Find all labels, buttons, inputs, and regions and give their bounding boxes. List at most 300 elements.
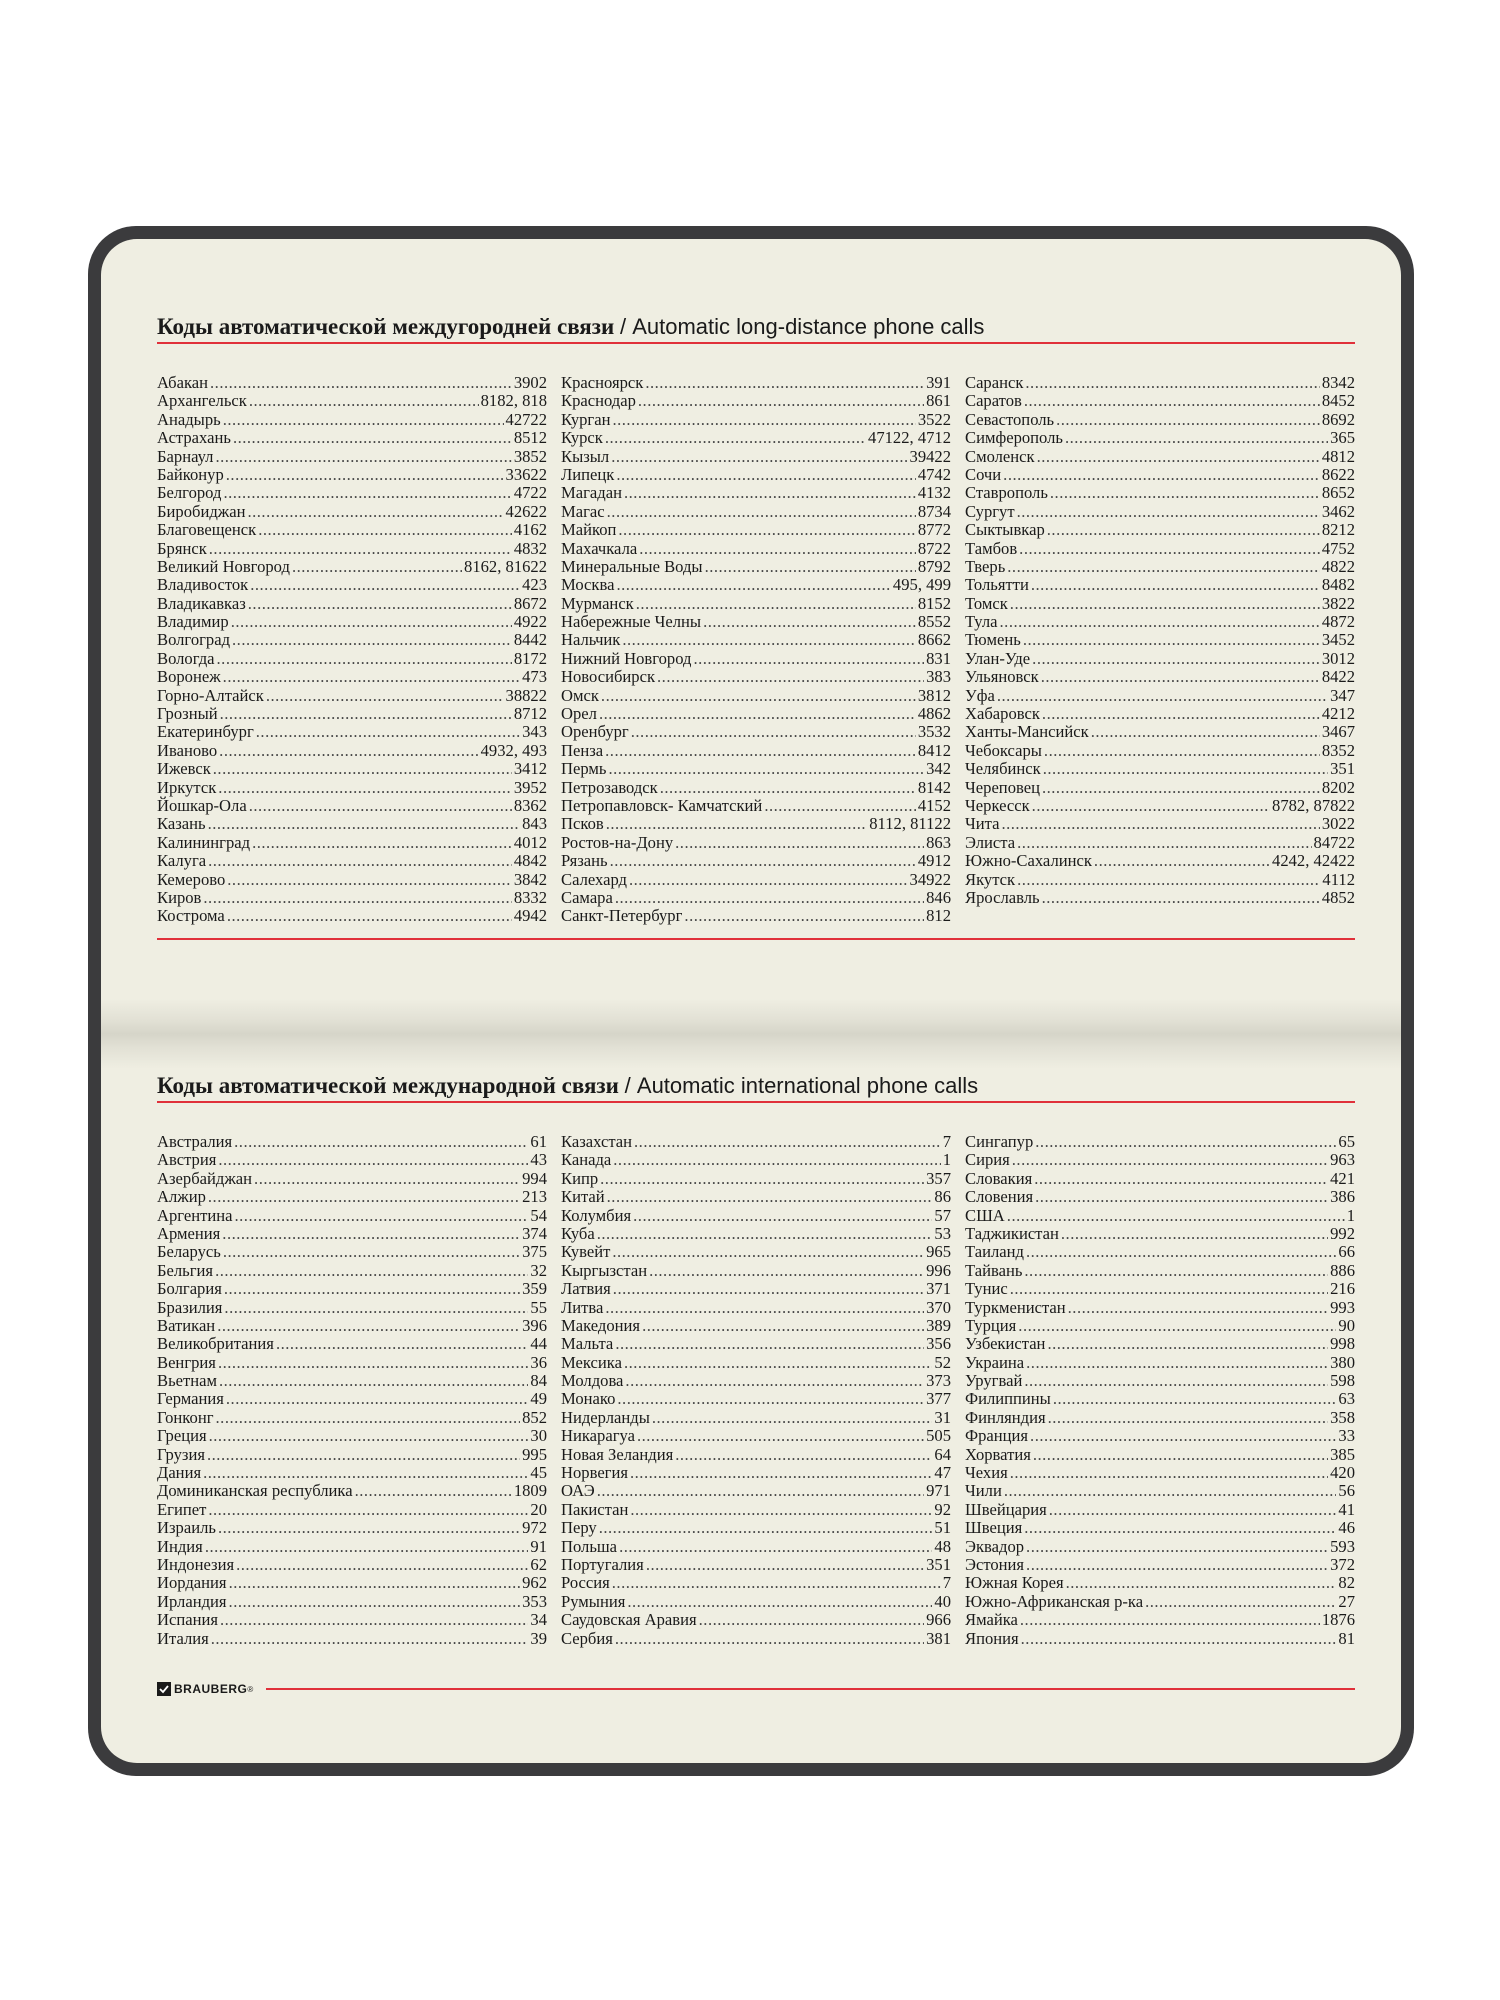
place-name: Словения <box>965 1187 1034 1207</box>
code-row <box>965 429 1355 447</box>
domestic-title-en: / Automatic long-distance phone calls <box>620 314 985 339</box>
dot-leader <box>642 1317 924 1335</box>
dialing-code: 396 <box>522 1315 547 1335</box>
code-row <box>157 1170 547 1188</box>
code-row <box>157 1335 547 1353</box>
dot-leader <box>258 521 512 539</box>
code-row <box>561 1519 951 1537</box>
dialing-code: 861 <box>926 391 951 411</box>
dialing-code: 423 <box>522 575 547 595</box>
dialing-code: 8712 <box>513 704 547 724</box>
dot-leader <box>203 1464 528 1482</box>
dialing-code: 47 <box>934 1463 951 1483</box>
code-row <box>157 797 547 815</box>
dot-leader <box>1048 1409 1328 1427</box>
page-fold <box>101 999 1401 1069</box>
dot-leader <box>1024 1519 1336 1537</box>
place-name: Саратов <box>965 391 1022 411</box>
place-name: Псков <box>561 814 604 834</box>
dot-leader <box>1091 723 1320 741</box>
dialing-code: 4152 <box>917 795 951 815</box>
dialing-code: 4242, 42422 <box>1272 851 1355 871</box>
dot-leader <box>1068 1299 1328 1317</box>
code-row <box>157 1262 547 1280</box>
code-row <box>157 1243 547 1261</box>
code-row <box>561 392 951 410</box>
dot-leader <box>684 907 924 925</box>
place-name: Томск <box>965 593 1008 613</box>
place-name: Рязань <box>561 851 608 871</box>
code-row <box>157 705 547 723</box>
code-row <box>157 871 547 889</box>
code-row <box>965 613 1355 631</box>
dot-leader <box>1000 613 1320 631</box>
place-name: Южно-Африканская р-ка <box>965 1591 1144 1611</box>
dot-leader <box>764 797 916 815</box>
dialing-code: 44 <box>530 1334 547 1354</box>
place-name: Киров <box>157 887 202 907</box>
place-name: Оренбург <box>561 722 629 742</box>
dot-leader <box>630 1464 932 1482</box>
place-name: Новосибирск <box>561 667 656 687</box>
dialing-code: 8482 <box>1321 575 1355 595</box>
place-name: Австралия <box>157 1132 233 1151</box>
code-row <box>157 374 547 392</box>
dialing-code: 351 <box>1330 759 1355 779</box>
code-row <box>561 1262 951 1280</box>
dot-leader <box>1025 374 1319 392</box>
dialing-code: 4832 <box>513 538 547 558</box>
domestic-column-1 <box>157 374 547 926</box>
code-row <box>157 907 547 925</box>
dot-leader <box>247 503 503 521</box>
place-name: Архангельск <box>157 391 247 411</box>
dialing-code: 8332 <box>513 887 547 907</box>
place-name: Туркменистан <box>965 1297 1066 1317</box>
code-row <box>157 1280 547 1298</box>
dot-leader <box>1026 1243 1336 1261</box>
dialing-code: 1 <box>1346 1205 1355 1225</box>
international-codes-columns <box>157 1133 1355 1648</box>
code-row <box>965 852 1355 870</box>
dot-leader <box>1017 503 1320 521</box>
international-title-en: / Automatic international phone calls <box>624 1073 979 1098</box>
dialing-code: 43 <box>530 1150 547 1170</box>
dialing-code: 4162 <box>513 520 547 540</box>
code-row <box>561 1170 951 1188</box>
place-name: Перу <box>561 1518 597 1538</box>
code-row <box>157 484 547 502</box>
code-row <box>965 650 1355 668</box>
dialing-code: 27 <box>1338 1591 1355 1611</box>
dialing-code: 4722 <box>513 483 547 503</box>
dialing-code: 831 <box>926 648 951 668</box>
code-row <box>965 1354 1355 1372</box>
dialing-code: 391 <box>926 373 951 392</box>
place-name: Македония <box>561 1315 641 1335</box>
dot-leader <box>215 1262 528 1280</box>
code-row <box>561 1207 951 1225</box>
place-name: Сочи <box>965 464 1002 484</box>
dialing-code: 389 <box>926 1315 951 1335</box>
place-name: Орел <box>561 704 597 724</box>
place-name: Россия <box>561 1573 610 1593</box>
dot-leader <box>1047 1335 1328 1353</box>
code-row <box>561 1225 951 1243</box>
dialing-code: 66 <box>1338 1242 1355 1262</box>
dialing-code: 385 <box>1330 1444 1355 1464</box>
dialing-code: 8152 <box>917 593 951 613</box>
code-row <box>157 613 547 631</box>
dot-leader <box>1024 392 1320 410</box>
code-row <box>157 1501 547 1519</box>
dialing-code: 495, 499 <box>892 575 951 595</box>
dialing-code: 8352 <box>1321 740 1355 760</box>
place-name: Магас <box>561 501 605 521</box>
dot-leader <box>1030 1427 1336 1445</box>
place-name: Ярославль <box>965 887 1040 907</box>
dot-leader <box>597 1482 924 1500</box>
code-row <box>157 1630 547 1648</box>
dot-leader <box>248 595 512 613</box>
dot-leader <box>600 1170 924 1188</box>
code-row <box>561 1354 951 1372</box>
code-row <box>965 1151 1355 1169</box>
dot-leader <box>1032 797 1270 815</box>
dialing-code: 3012 <box>1321 648 1355 668</box>
dot-leader <box>256 723 520 741</box>
dialing-code: 380 <box>1330 1352 1355 1372</box>
code-row <box>157 595 547 613</box>
brand-name: BRAUBERG <box>174 1682 248 1696</box>
dialing-code: 216 <box>1330 1279 1355 1299</box>
dialing-code: 8734 <box>917 501 951 521</box>
code-row <box>965 815 1355 833</box>
place-name: США <box>965 1205 1005 1225</box>
place-name: Бразилия <box>157 1297 223 1317</box>
place-name: Нидерланды <box>561 1407 650 1427</box>
dot-leader <box>699 1611 924 1629</box>
dialing-code: 8652 <box>1321 483 1355 503</box>
dot-leader <box>1012 1151 1328 1169</box>
place-name: Чита <box>965 814 1000 834</box>
place-name: Владикавказ <box>157 593 246 613</box>
dot-leader <box>231 613 512 631</box>
dot-leader <box>597 1225 933 1243</box>
code-row <box>965 1482 1355 1500</box>
dialing-code: 91 <box>530 1536 547 1556</box>
code-row <box>965 1611 1355 1629</box>
dialing-code: 82 <box>1338 1573 1355 1593</box>
dot-leader <box>607 503 916 521</box>
place-name: Армения <box>157 1223 221 1243</box>
code-row <box>965 503 1355 521</box>
place-name: Япония <box>965 1628 1019 1648</box>
dialing-code: 8342 <box>1321 373 1355 392</box>
dialing-code: 4862 <box>917 704 951 724</box>
code-row <box>965 1262 1355 1280</box>
domestic-bottom-rule <box>157 938 1355 940</box>
place-name: Кызыл <box>561 446 610 466</box>
planner-page <box>101 239 1401 1763</box>
dialing-code: 90 <box>1338 1315 1355 1335</box>
code-row <box>157 448 547 466</box>
dialing-code: 34922 <box>909 869 951 889</box>
dot-leader <box>1019 540 1320 558</box>
code-row <box>965 723 1355 741</box>
dot-leader <box>254 1170 520 1188</box>
dialing-code: 8202 <box>1321 777 1355 797</box>
code-row <box>561 1372 951 1390</box>
dot-leader <box>634 1133 941 1151</box>
code-row <box>561 1151 951 1169</box>
dialing-code: 7 <box>942 1573 951 1593</box>
code-row <box>157 1354 547 1372</box>
place-name: Ижевск <box>157 759 211 779</box>
dot-leader <box>622 631 915 649</box>
dialing-code: 8362 <box>513 795 547 815</box>
place-name: Латвия <box>561 1279 611 1299</box>
dot-leader <box>646 1556 924 1574</box>
dot-leader <box>629 871 908 889</box>
place-name: Кемерово <box>157 869 226 889</box>
dialing-code: 3822 <box>1321 593 1355 613</box>
code-row <box>965 1574 1355 1592</box>
dialing-code: 41 <box>1338 1499 1355 1519</box>
place-name: Тула <box>965 612 998 632</box>
dot-leader <box>1007 558 1320 576</box>
code-row <box>965 1409 1355 1427</box>
dot-leader <box>1023 631 1320 649</box>
code-row <box>965 540 1355 558</box>
dialing-code: 84722 <box>1313 832 1355 852</box>
place-name: Саудовская Аравия <box>561 1610 697 1630</box>
dialing-code: 992 <box>1330 1223 1355 1243</box>
code-row <box>157 650 547 668</box>
dialing-code: 4742 <box>917 464 951 484</box>
dialing-code: 972 <box>522 1518 547 1538</box>
dialing-code: 3022 <box>1321 814 1355 834</box>
dialing-code: 966 <box>926 1610 951 1630</box>
code-row <box>157 429 547 447</box>
dialing-code: 347 <box>1330 685 1355 705</box>
place-name: Анадырь <box>157 409 221 429</box>
dialing-code: 3842 <box>513 869 547 889</box>
dialing-code: 343 <box>522 722 547 742</box>
place-name: Челябинск <box>965 759 1041 779</box>
place-name: Словакия <box>965 1168 1033 1188</box>
dot-leader <box>1001 815 1319 833</box>
code-row <box>561 889 951 907</box>
place-name: Салехард <box>561 869 627 889</box>
place-name: Мурманск <box>561 593 634 613</box>
code-row <box>157 1464 547 1482</box>
dialing-code: 342 <box>926 759 951 779</box>
code-row <box>157 1427 547 1445</box>
dialing-code: 598 <box>1330 1371 1355 1391</box>
place-name: Эквадор <box>965 1536 1025 1556</box>
international-column-2 <box>561 1133 951 1648</box>
dot-leader <box>1056 411 1320 429</box>
dot-leader <box>229 1593 521 1611</box>
code-row <box>157 1207 547 1225</box>
dialing-code: 3532 <box>917 722 951 742</box>
dot-leader <box>232 631 512 649</box>
code-row <box>157 466 547 484</box>
dot-leader <box>630 1501 932 1519</box>
place-name: Австрия <box>157 1150 217 1170</box>
place-name: Казань <box>157 814 206 834</box>
dot-leader <box>615 889 924 907</box>
international-codes-title <box>157 1071 1355 1101</box>
place-name: Екатеринбург <box>157 722 254 742</box>
dot-leader <box>1031 576 1320 594</box>
dialing-code: 49 <box>530 1389 547 1409</box>
dot-leader <box>217 650 512 668</box>
place-name: Литва <box>561 1297 604 1317</box>
dot-leader <box>616 576 890 594</box>
code-row <box>965 779 1355 797</box>
dialing-code: 36 <box>530 1352 547 1372</box>
place-name: Сургут <box>965 501 1015 521</box>
dot-leader <box>1010 595 1320 613</box>
code-row <box>561 1317 951 1335</box>
dialing-code: 56 <box>1338 1481 1355 1501</box>
dot-leader <box>1049 1501 1337 1519</box>
code-row <box>965 521 1355 539</box>
place-name: Ватикан <box>157 1315 216 1335</box>
place-name: Индонезия <box>157 1554 235 1574</box>
code-row <box>561 1574 951 1592</box>
place-name: Китай <box>561 1187 605 1207</box>
code-row <box>965 742 1355 760</box>
code-row <box>965 1170 1355 1188</box>
place-name: Мальта <box>561 1334 614 1354</box>
dialing-code: 3467 <box>1321 722 1355 742</box>
place-name: Новая Зеландия <box>561 1444 674 1464</box>
code-row <box>965 705 1355 723</box>
place-name: Эстония <box>965 1554 1025 1574</box>
place-name: Нальчик <box>561 630 621 650</box>
dot-leader <box>1026 1538 1328 1556</box>
dialing-code: 963 <box>1330 1150 1355 1170</box>
dot-leader <box>612 411 915 429</box>
dialing-code: 377 <box>926 1389 951 1409</box>
dialing-code: 8512 <box>513 428 547 448</box>
place-name: Владимир <box>157 612 229 632</box>
dialing-code: 65 <box>1338 1132 1355 1151</box>
dialing-code: 8452 <box>1321 391 1355 411</box>
dialing-code: 371 <box>926 1279 951 1299</box>
code-row <box>157 1482 547 1500</box>
place-name: Турция <box>965 1315 1017 1335</box>
dialing-code: 359 <box>522 1279 547 1299</box>
dot-leader <box>613 1151 940 1169</box>
code-row <box>157 889 547 907</box>
dialing-code: 8782, 87822 <box>1272 795 1355 815</box>
code-row <box>561 540 951 558</box>
dialing-code: 8722 <box>917 538 951 558</box>
dialing-code: 993 <box>1330 1297 1355 1317</box>
place-name: Грузия <box>157 1444 205 1464</box>
dialing-code: 46 <box>1338 1518 1355 1538</box>
dialing-code: 8772 <box>917 520 951 540</box>
place-name: Воронеж <box>157 667 221 687</box>
code-row <box>965 1188 1355 1206</box>
code-row <box>157 1151 547 1169</box>
dialing-code: 4012 <box>513 832 547 852</box>
dot-leader <box>607 1188 933 1206</box>
place-name: Симферополь <box>965 428 1063 448</box>
code-row <box>561 1390 951 1408</box>
code-row <box>157 1556 547 1574</box>
code-row <box>157 687 547 705</box>
code-row <box>561 1538 951 1556</box>
code-row <box>965 889 1355 907</box>
dot-leader <box>205 1538 529 1556</box>
place-name: Брянск <box>157 538 207 558</box>
dot-leader <box>216 1409 521 1427</box>
dot-leader <box>218 1519 520 1537</box>
code-row <box>561 815 951 833</box>
dialing-code: 374 <box>522 1223 547 1243</box>
dialing-code: 1809 <box>513 1481 547 1501</box>
place-name: Казахстан <box>561 1132 633 1151</box>
dialing-code: 42722 <box>505 409 547 429</box>
place-name: Болгария <box>157 1279 222 1299</box>
code-row <box>157 558 547 576</box>
dot-leader <box>1018 1317 1336 1335</box>
registered-mark: ® <box>247 1684 254 1694</box>
code-row <box>561 1446 951 1464</box>
code-row <box>561 448 951 466</box>
dot-leader <box>624 1354 932 1372</box>
dialing-code: 852 <box>522 1407 547 1427</box>
code-row <box>561 1501 951 1519</box>
dot-leader <box>1065 429 1328 447</box>
dot-leader <box>209 1427 529 1445</box>
place-name: Горно-Алтайск <box>157 685 264 705</box>
place-name: Москва <box>561 575 615 595</box>
dot-leader <box>693 650 924 668</box>
place-name: Пенза <box>561 740 604 760</box>
dot-leader <box>223 668 520 686</box>
dot-leader <box>210 374 512 392</box>
dialing-code: 8172 <box>513 648 547 668</box>
place-name: Ставрополь <box>965 483 1048 503</box>
dialing-code: 995 <box>522 1444 547 1464</box>
dialing-code: 8422 <box>1321 667 1355 687</box>
code-row <box>965 871 1355 889</box>
dialing-code: 383 <box>926 667 951 687</box>
dot-leader <box>1021 1630 1337 1648</box>
dialing-code: 8692 <box>1321 409 1355 429</box>
dialing-code: 3952 <box>513 777 547 797</box>
dot-leader <box>217 1317 520 1335</box>
dot-leader <box>599 1519 933 1537</box>
dot-leader <box>222 1225 520 1243</box>
dialing-code: 375 <box>522 1242 547 1262</box>
dialing-code: 843 <box>522 814 547 834</box>
place-name: Хабаровск <box>965 704 1040 724</box>
dot-leader <box>606 815 868 833</box>
dialing-code: 365 <box>1330 428 1355 448</box>
code-row <box>561 1188 951 1206</box>
dialing-code: 39 <box>530 1628 547 1648</box>
dot-leader <box>1042 889 1320 907</box>
dot-leader <box>705 558 916 576</box>
dot-leader <box>601 687 916 705</box>
